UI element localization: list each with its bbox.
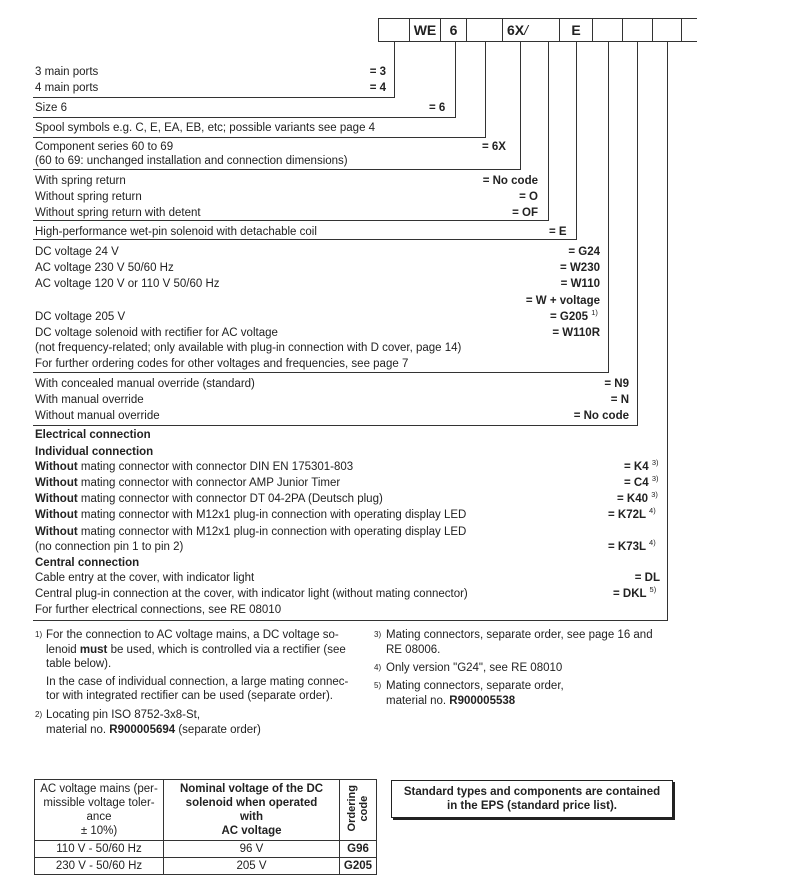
override-code-3: = No code: [573, 410, 629, 422]
central-code-1: = DL: [634, 572, 660, 584]
central-title: Central connection: [35, 557, 140, 569]
voltage-1: DC voltage 24 V: [35, 246, 119, 258]
code-4: = 4: [369, 82, 386, 94]
voltage-code-6: = W110R: [552, 327, 600, 339]
voltage-code-5: = G205 $^{1)}$: [550, 308, 598, 323]
spring-3: Without spring return with detent: [35, 207, 201, 219]
individual-code-3: = K40 $^{3)}$: [617, 490, 658, 505]
size-code: = 6: [429, 102, 446, 114]
footnote-3: 3) Mating connectors, separate order, see page 16 and RE 08006.: [374, 629, 653, 656]
option-3-ports: 3 main ports: [35, 66, 99, 78]
voltage-code-4: = W + voltage: [525, 295, 600, 307]
table-header-code: Ordering code: [340, 780, 377, 841]
override-code-2: = N: [610, 394, 629, 406]
central-2: Central plug-in connection at the cover, with indicator light (without mating connector): [35, 588, 468, 600]
solenoid-label: High-performance wet-pin solenoid with detachable coil: [35, 226, 317, 238]
solenoid-code: = E: [549, 226, 567, 238]
spring-code-2: = O: [519, 191, 538, 203]
individual-4: Without mating connector with M12x1 plug-in connection with operating display LED: [35, 509, 467, 521]
code-box-e: E: [559, 18, 593, 42]
individual-3: Without mating connector with connector DT 04-2PA (Deutsch plug): [35, 493, 383, 505]
eps-note: Standard types and components are contained in the EPS (standard price list).: [391, 780, 673, 818]
spring-2: Without spring return: [35, 191, 142, 203]
series-code: = 6X: [482, 141, 506, 153]
code-box-1: [378, 18, 410, 42]
voltage-6: (not frequency-related; only available with plug-in connection with D cover, page 14): [35, 342, 462, 354]
voltage-code-2: = W230: [560, 262, 600, 274]
code-box-10: [622, 18, 653, 42]
spool-label: Spool symbols e.g. C, E, EA, EB, etc; possible variants see page 4: [35, 122, 376, 134]
spring-code-3: = OF: [512, 207, 538, 219]
code-box-11: [652, 18, 682, 42]
table-row: 230 V - 50/60 Hz 205 V G205: [35, 858, 377, 875]
central-1: Cable entry at the cover, with indicator light: [35, 572, 255, 584]
individual-code-4: = K72L $^{4)}$: [608, 506, 656, 521]
spring-code-1: = No code: [482, 175, 538, 187]
central-code-2: = DKL $^{5)}$: [613, 585, 657, 600]
code-box-9: [592, 18, 623, 42]
series-note: (60 to 69: unchanged installation and connection dimensions): [35, 155, 348, 167]
voltage-2: AC voltage 230 V 50/60 Hz: [35, 262, 174, 274]
code-box-12: [681, 18, 697, 42]
code-box-6x: 6X/: [502, 18, 560, 42]
override-2: With manual override: [35, 394, 144, 406]
footnote-4: 4) Only version "G24", see RE 08010: [374, 662, 563, 674]
series-label: Component series 60 to 69: [35, 141, 174, 153]
size-label: Size 6: [35, 102, 67, 114]
table-header-mains: AC voltage mains (per- missible voltage toler- ance ± 10%): [35, 780, 164, 841]
footnote-2: 2) Locating pin ISO 8752-3x8-St, material no. R900005694 (separate order): [35, 709, 261, 736]
individual-code-5: = K73L $^{4)}$: [608, 538, 656, 553]
voltage-3: AC voltage 120 V or 110 V 50/60 Hz: [35, 278, 220, 290]
table-header-nominal: Nominal voltage of the DC solenoid when operated with AC voltage: [164, 780, 340, 841]
voltage-4: DC voltage 205 V: [35, 311, 126, 323]
override-code-1: = N9: [604, 378, 629, 390]
voltage-table: [34, 779, 377, 875]
spring-1: With spring return: [35, 175, 126, 187]
footnote-5: 5) Mating connectors, separate order, material no. R900005538: [374, 680, 564, 707]
individual-code-2: = C4 $^{3)}$: [624, 474, 659, 489]
individual-2: Without mating connector with connector AMP Junior Timer: [35, 477, 341, 489]
individual-5: Without mating connector with M12x1 plug-in connection with operating display LED: [35, 526, 467, 538]
voltage-7: For further ordering codes for other voltages and frequencies, see page 7: [35, 358, 409, 370]
footnote-1: 1) For the connection to AC voltage mains, a DC voltage so- lenoid must be used, which is controlled via a rectifier (see table below). In the case of individual connection, a large mating connec- tor with integrated rectifier can be used (separate order).: [35, 629, 349, 702]
code-box-spool: [466, 18, 503, 42]
voltage-code-3: = W110: [560, 278, 600, 290]
table-row: 110 V - 50/60 Hz 96 V G96: [35, 841, 377, 858]
individual-6: (no connection pin 1 to pin 2): [35, 541, 184, 553]
override-1: With concealed manual override (standard): [35, 378, 255, 390]
override-3: Without manual override: [35, 410, 160, 422]
code-box-6: 6: [440, 18, 467, 42]
voltage-5: DC voltage solenoid with rectifier for AC voltage: [35, 327, 278, 339]
option-4-ports: 4 main ports: [35, 82, 99, 94]
central-3: For further electrical connections, see RE 08010: [35, 604, 282, 616]
voltage-code-1: = G24: [568, 246, 600, 258]
individual-1: Without mating connector with connector DIN EN 175301-803: [35, 461, 354, 473]
electrical-title: Electrical connection: [35, 429, 151, 441]
table-header: [35, 780, 377, 841]
code-box-we: WE: [409, 18, 441, 42]
individual-code-1: = K4 $^{3)}$: [624, 458, 659, 473]
individual-title: Individual connection: [35, 446, 154, 458]
code-3: = 3: [369, 66, 386, 78]
